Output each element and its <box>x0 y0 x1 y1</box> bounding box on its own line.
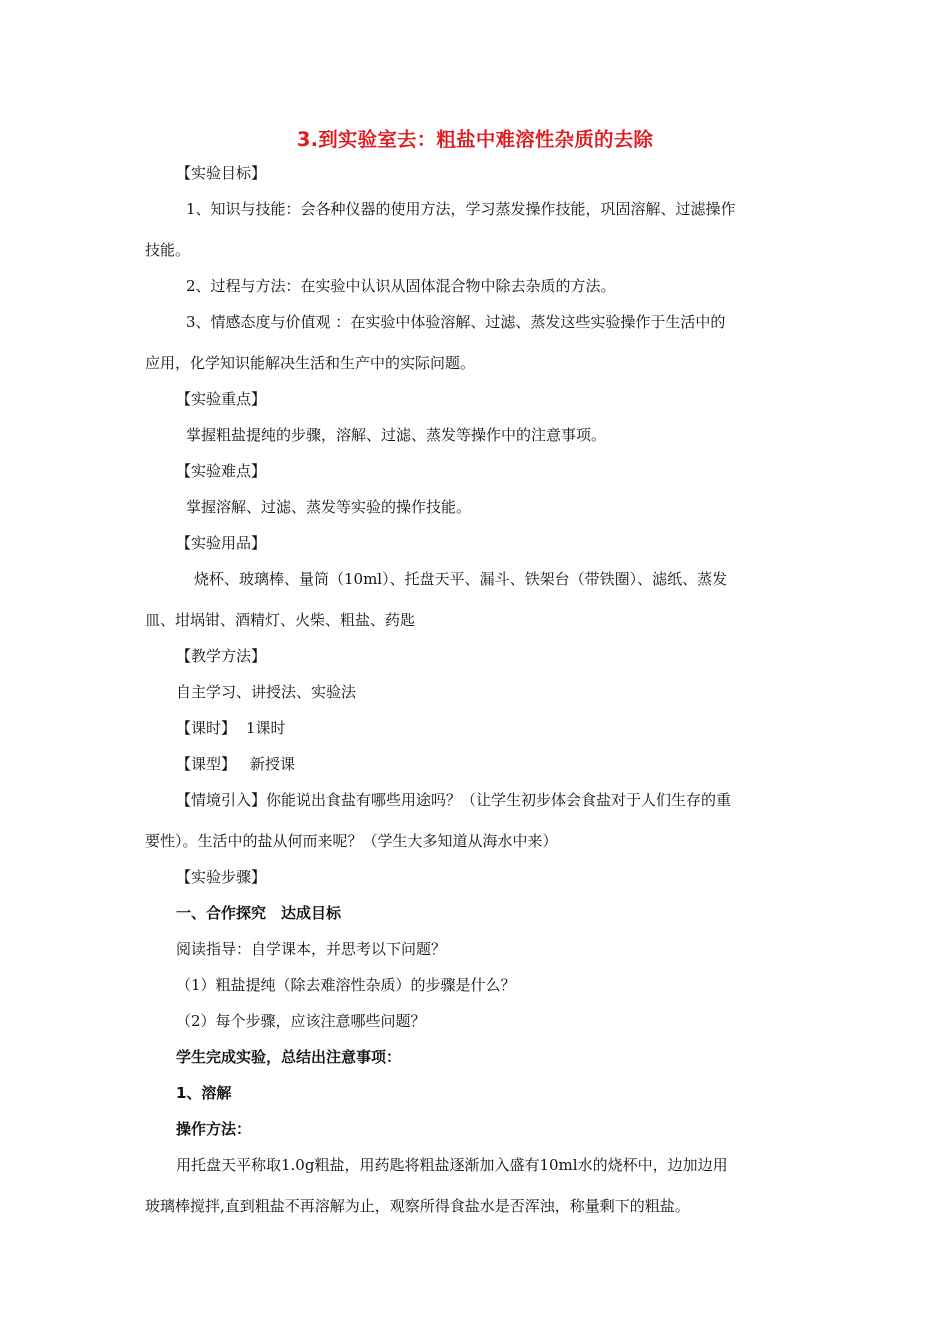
supplies-line-1: 烧杯、玻璃棒、量筒（10ml）、托盘天平、漏斗、铁架台（带铁圈）、滤纸、蒸发 <box>194 570 728 588</box>
page-title: 3.到实验室去：粗盐中难溶性杂质的去除 <box>296 128 654 151</box>
question-1: （1）粗盐提纯（除去难溶性杂质）的步骤是什么？ <box>176 976 516 994</box>
goal-1-line-1: 1、知识与技能：会各种仪器的使用方法，学习蒸发操作技能，巩固溶解、过滤操作 <box>186 200 736 218</box>
reading-guide: 阅读指导：自学课本，并思考以下问题？ <box>176 940 447 958</box>
class-hours-row <box>176 718 286 738</box>
lesson-type-value: 新授课 <box>250 755 296 773</box>
lesson-type-row <box>176 754 295 774</box>
section-heading-key-points: 【实验重点】 <box>176 390 267 408</box>
goal-2: 2、过程与方法：在实验中认识从固体混合物中除去杂质的方法。 <box>186 277 616 295</box>
key-points-text: 掌握粗盐提纯的步骤，溶解、过滤、蒸发等操作中的注意事项。 <box>186 426 607 444</box>
operation-method-heading: 操作方法： <box>176 1120 252 1138</box>
difficulties-text: 掌握溶解、过滤、蒸发等实验的操作技能。 <box>186 498 472 516</box>
class-hours-value: 1课时 <box>246 719 286 737</box>
summary-heading: 学生完成实验，总结出注意事项： <box>176 1048 402 1066</box>
section-heading-supplies: 【实验用品】 <box>176 534 267 552</box>
section-heading-teaching-method: 【教学方法】 <box>176 647 267 665</box>
goal-3-line-2: 应用，化学知识能解决生活和生产中的实际问题。 <box>145 354 476 372</box>
section-heading-goals: 【实验目标】 <box>176 164 267 182</box>
goal-3-line-1: 3、情感态度与价值观 ：在实验中体验溶解、过滤、蒸发这些实验操作于生活中的 <box>186 313 726 331</box>
goal-1-line-2: 技能。 <box>145 241 191 259</box>
step-1-heading: 1、溶解 <box>176 1084 232 1102</box>
operation-line-2: 玻璃棒搅拌,直到粗盐不再溶解为止，观察所得食盐水是否浑浊，称量剩下的粗盐。 <box>145 1197 690 1215</box>
teaching-method-text: 自主学习、讲授法、实验法 <box>176 683 357 701</box>
section-heading-difficulties: 【实验难点】 <box>176 462 267 480</box>
question-2: （2）每个步骤，应该注意哪些问题？ <box>176 1012 426 1030</box>
lesson-type-label: 【课型】 <box>176 755 237 773</box>
intro-line-2: 要性）。生活中的盐从何而来呢？（学生大多知道从海水中来） <box>145 832 558 850</box>
intro-line-1: 【情境引入】你能说出食盐有哪些用途吗？（让学生初步体会食盐对于人们生存的重 <box>176 791 732 809</box>
operation-line-1: 用托盘天平称取1.0g粗盐，用药匙将粗盐逐渐加入盛有10ml水的烧杯中，边加边用 <box>176 1156 728 1174</box>
part-1-heading: 一、合作探究 达成目标 <box>176 904 342 922</box>
class-hours-label: 【课时】 <box>176 719 237 737</box>
supplies-line-2: 皿、坩埚钳、酒精灯、火柴、粗盐、药匙 <box>145 611 416 629</box>
section-heading-steps: 【实验步骤】 <box>176 868 267 886</box>
